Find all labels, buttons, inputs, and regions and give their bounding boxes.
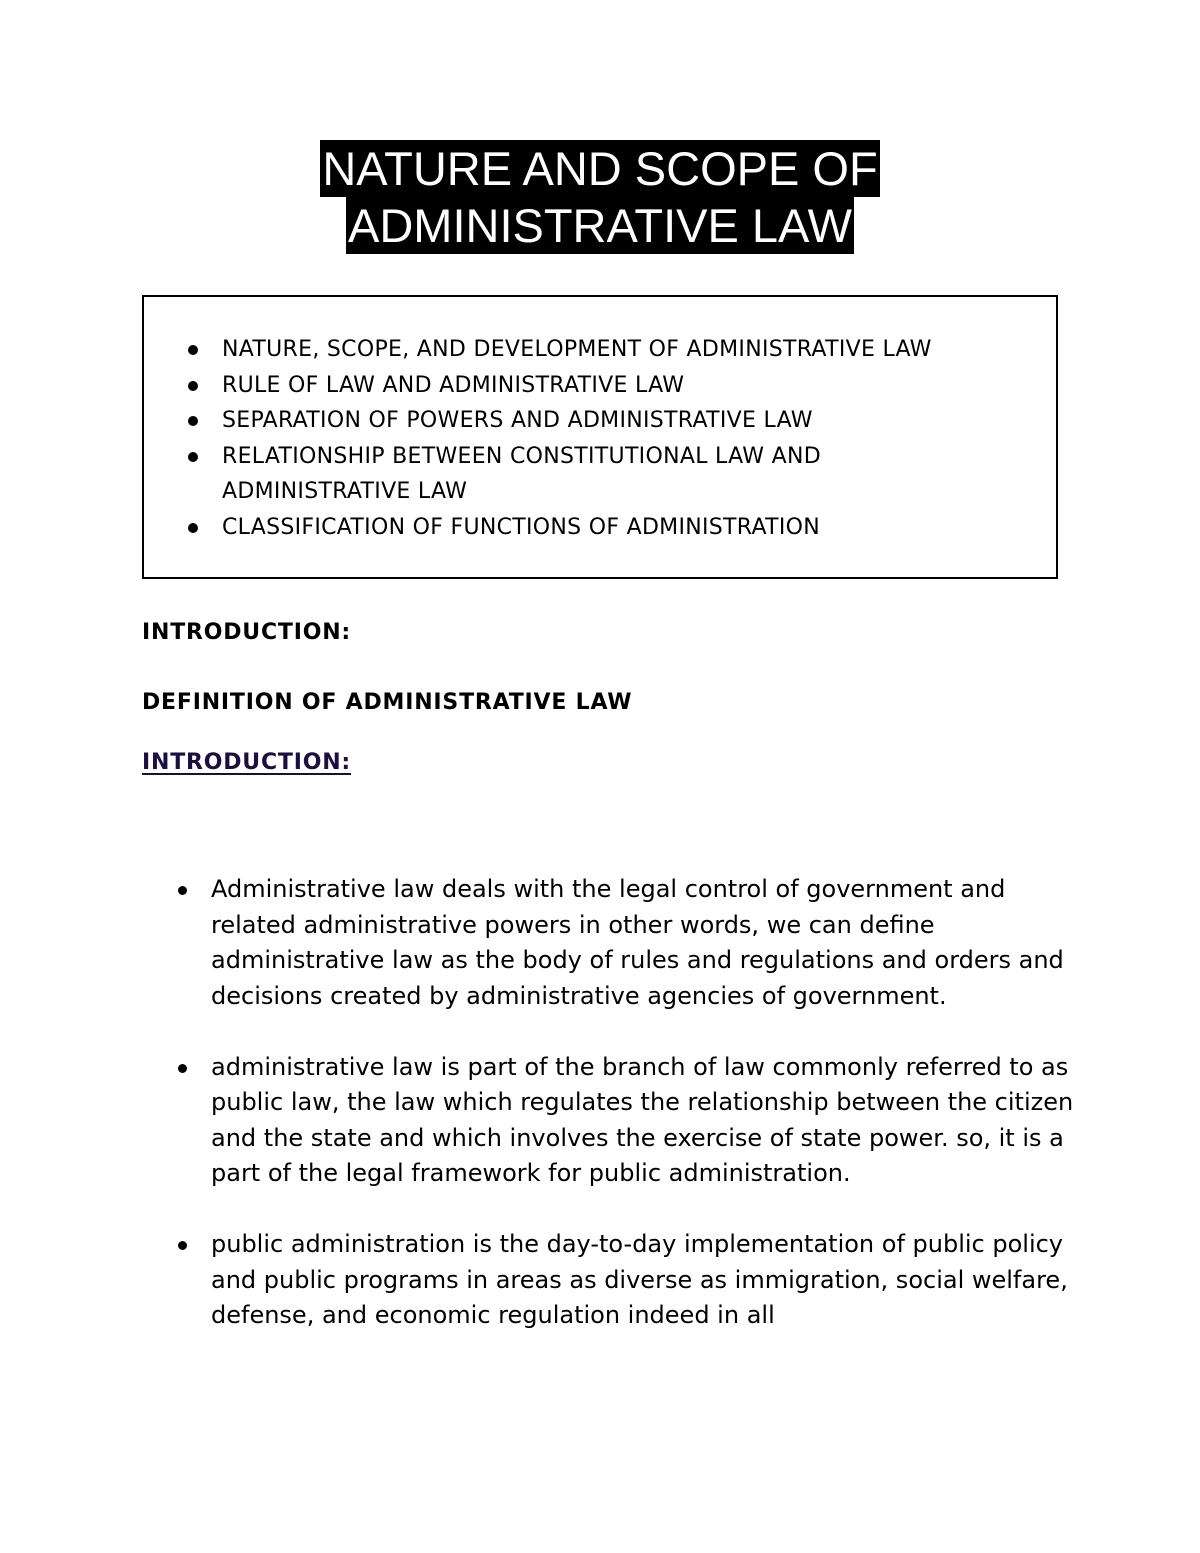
topics-box (142, 295, 1058, 579)
definition-heading: DEFINITION OF ADMINISTRATIVE LAW (142, 690, 633, 715)
topic-text: NATURE, SCOPE, AND DEVELOPMENT OF ADMINISTRATIVE LAW (222, 337, 932, 362)
bullet-icon (188, 381, 198, 391)
bullet-icon (178, 886, 187, 895)
bullet-icon (188, 452, 198, 462)
introduction-heading: INTRODUCTION: (142, 620, 352, 645)
introduction-link-heading[interactable]: INTRODUCTION: (142, 750, 352, 775)
topic-item (188, 368, 1052, 404)
bullet-icon (178, 1241, 187, 1250)
title-line-2: ADMINISTRATIVE LAW (348, 199, 852, 252)
paragraph-item (178, 1050, 1078, 1192)
topic-text: RULE OF LAW AND ADMINISTRATIVE LAW (222, 372, 685, 398)
paragraph-item (178, 1227, 1078, 1334)
paragraph-text: administrative law is part of the branch of law commonly referred to as public law, the law which regulates the relationship between the citizen and the state and which involves the exercise of state power. so, it is a part of the legal framework for public administration. (211, 1052, 1074, 1187)
bullet-icon (188, 523, 198, 533)
bullet-icon (178, 1064, 187, 1073)
topics-list (188, 332, 1052, 545)
topic-text-continued: ADMINISTRATIVE LAW (222, 479, 468, 504)
topic-text: SEPARATION OF POWERS AND ADMINISTRATIVE LAW (222, 408, 813, 433)
topic-item (188, 332, 1052, 368)
paragraph-item (178, 872, 1078, 1014)
paragraph-text: public administration is the day-to-day implementation of public policy and public programs in areas as diverse as immigration, social welfare, defense, and economic regulation indeed in all (211, 1230, 1068, 1329)
topic-text: RELATIONSHIP BETWEEN CONSTITUTIONAL LAW AND (222, 443, 821, 469)
topic-text: CLASSIFICATION OF FUNCTIONS OF ADMINISTRATION (222, 514, 821, 540)
topic-item (188, 510, 1052, 546)
body-list (178, 872, 1078, 1369)
title-line-1: NATURE AND SCOPE OF (322, 142, 878, 195)
paragraph-text: Administrative law deals with the legal control of government and related administrative powers in other words, we can define administrative law as the body of rules and regulations and orders and decisions created by administrative agencies of government. (211, 875, 1064, 1010)
document-title (0, 140, 1200, 254)
topic-item (188, 439, 1052, 510)
bullet-icon (188, 416, 198, 426)
bullet-icon (188, 345, 198, 355)
topic-item (188, 403, 1052, 439)
